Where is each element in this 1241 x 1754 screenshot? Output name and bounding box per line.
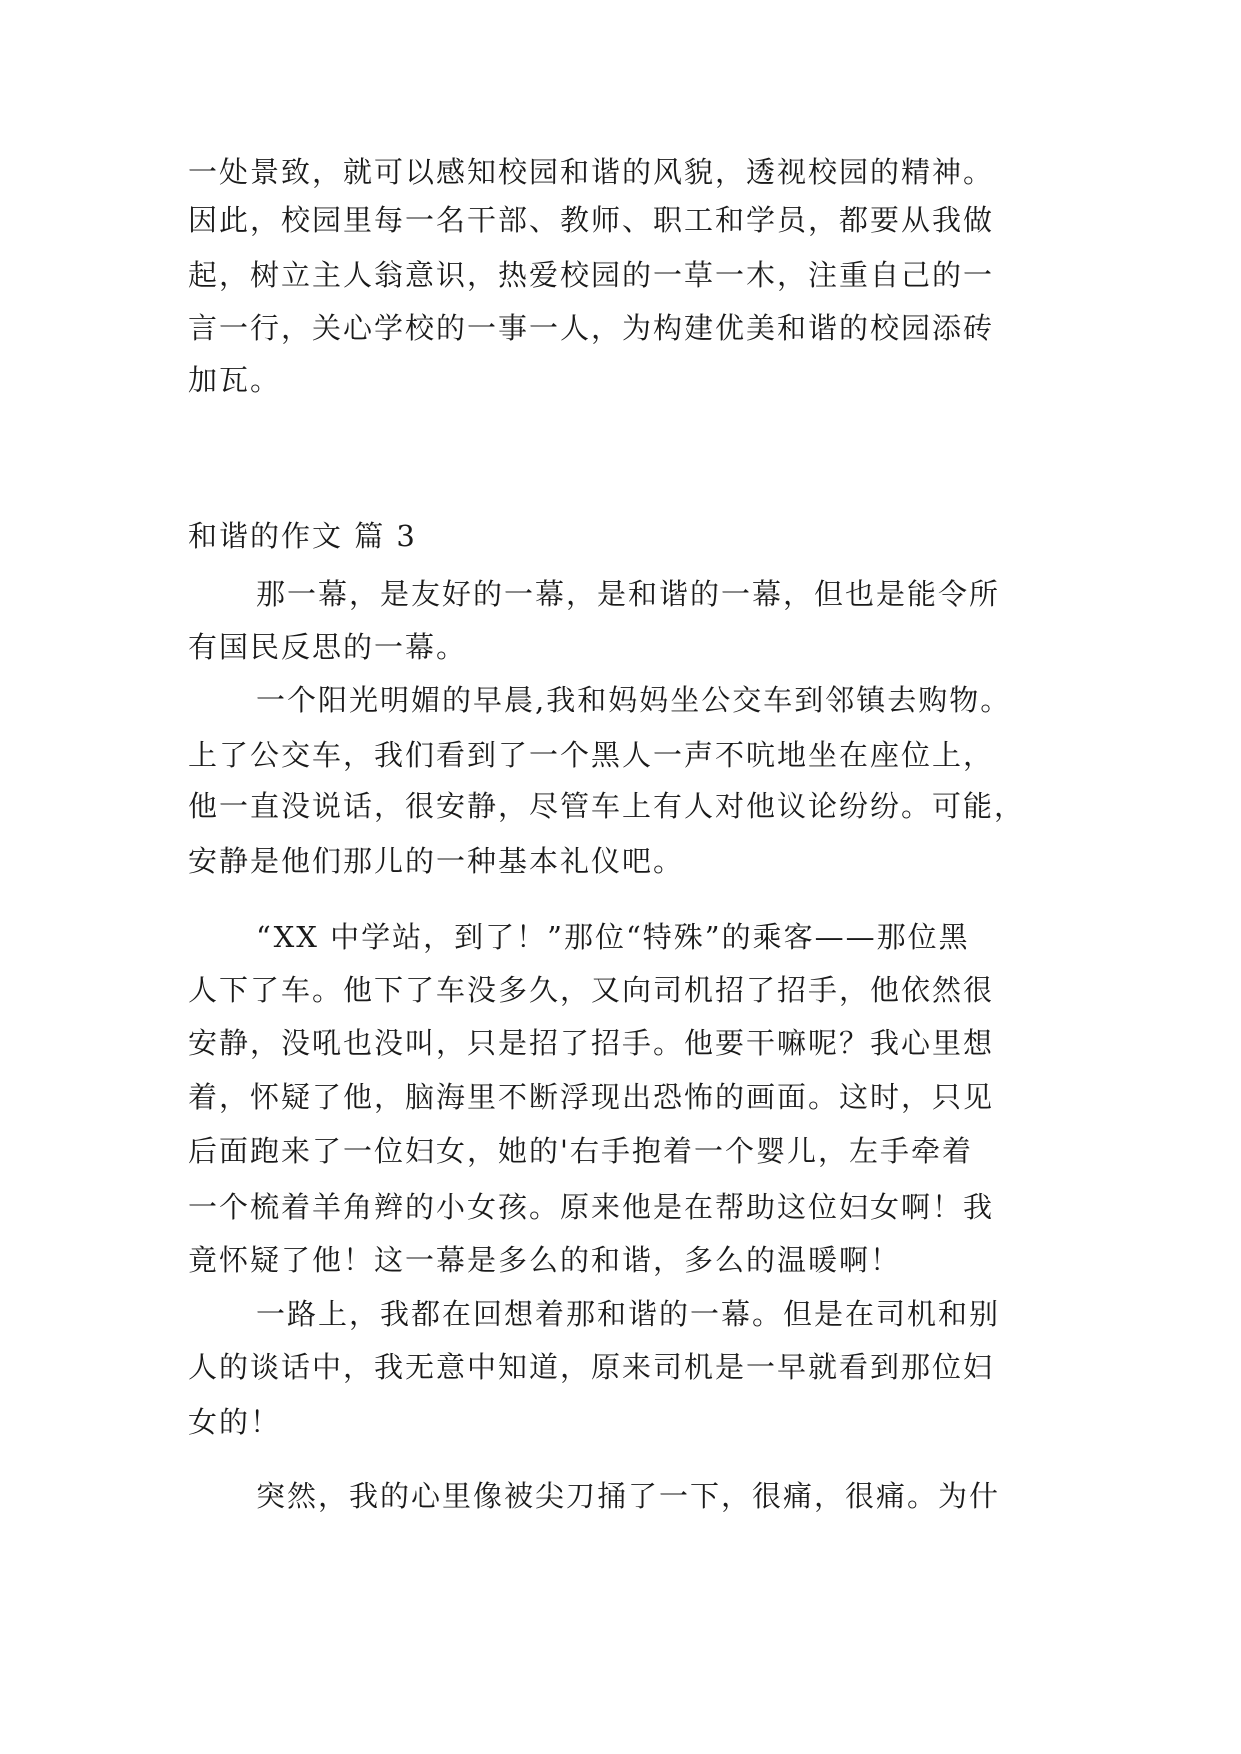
intro-line-5: 加瓦。 <box>188 363 282 397</box>
paragraph-3-line-5: 后面跑来了一位妇女，她的'右手抱着一个婴儿，左手牵着 <box>188 1134 973 1168</box>
paragraph-4-line-3: 女的！ <box>188 1405 282 1439</box>
paragraph-2-line-3: 他一直没说话，很安静，尽管车上有人对他议论纷纷。可能， <box>188 789 1026 823</box>
paragraph-2-line-2: 上了公交车，我们看到了一个黑人一声不吭地坐在座位上， <box>188 738 995 772</box>
paragraph-4-line-2: 人的谈话中，我无意中知道，原来司机是一早就看到那位妇 <box>188 1350 995 1384</box>
paragraph-3-line-7: 竟怀疑了他！这一幕是多么的和谐，多么的温暖啊！ <box>188 1243 902 1277</box>
paragraph-4-line-1: 一路上，我都在回想着那和谐的一幕。但是在司机和别 <box>256 1297 1001 1331</box>
paragraph-5-line-1: 突然，我的心里像被尖刀捅了一下，很痛，很痛。为什 <box>256 1479 1001 1513</box>
paragraph-3-line-6: 一个梳着羊角辫的小女孩。原来他是在帮助这位妇女啊！我 <box>188 1190 995 1224</box>
paragraph-2-line-4: 安静是他们那儿的一种基本礼仪吧。 <box>188 844 685 878</box>
intro-line-3: 起，树立主人翁意识，热爱校园的一草一木，注重自己的一 <box>188 258 995 292</box>
paragraph-3-line-3: 安静，没吼也没叫，只是招了招手。他要干嘛呢？我心里想 <box>188 1026 995 1060</box>
section-heading: 和谐的作文 篇 3 <box>188 519 417 553</box>
paragraph-1-line-1: 那一幕，是友好的一幕，是和谐的一幕，但也是能令所 <box>256 577 1001 611</box>
intro-line-4: 言一行，关心学校的一事一人，为构建优美和谐的校园添砖 <box>188 311 995 345</box>
intro-line-1: 一处景致，就可以感知校园和谐的风貌，透视校园的精神。 <box>188 155 995 189</box>
paragraph-3-line-4: 着，怀疑了他，脑海里不断浮现出恐怖的画面。这时，只见 <box>188 1080 995 1114</box>
paragraph-3-line-2: 人下了车。他下了车没多久，又向司机招了招手，他依然很 <box>188 973 995 1007</box>
paragraph-1-line-2: 有国民反思的一幕。 <box>188 630 468 664</box>
paragraph-2-line-1: 一个阳光明媚的早晨,我和妈妈坐公交车到邻镇去购物。 <box>256 683 1012 717</box>
paragraph-3-line-1: “XX 中学站，到了！”那位“特殊”的乘客——那位黑 <box>256 920 970 954</box>
intro-line-2: 因此，校园里每一名干部、教师、职工和学员，都要从我做 <box>188 203 995 237</box>
